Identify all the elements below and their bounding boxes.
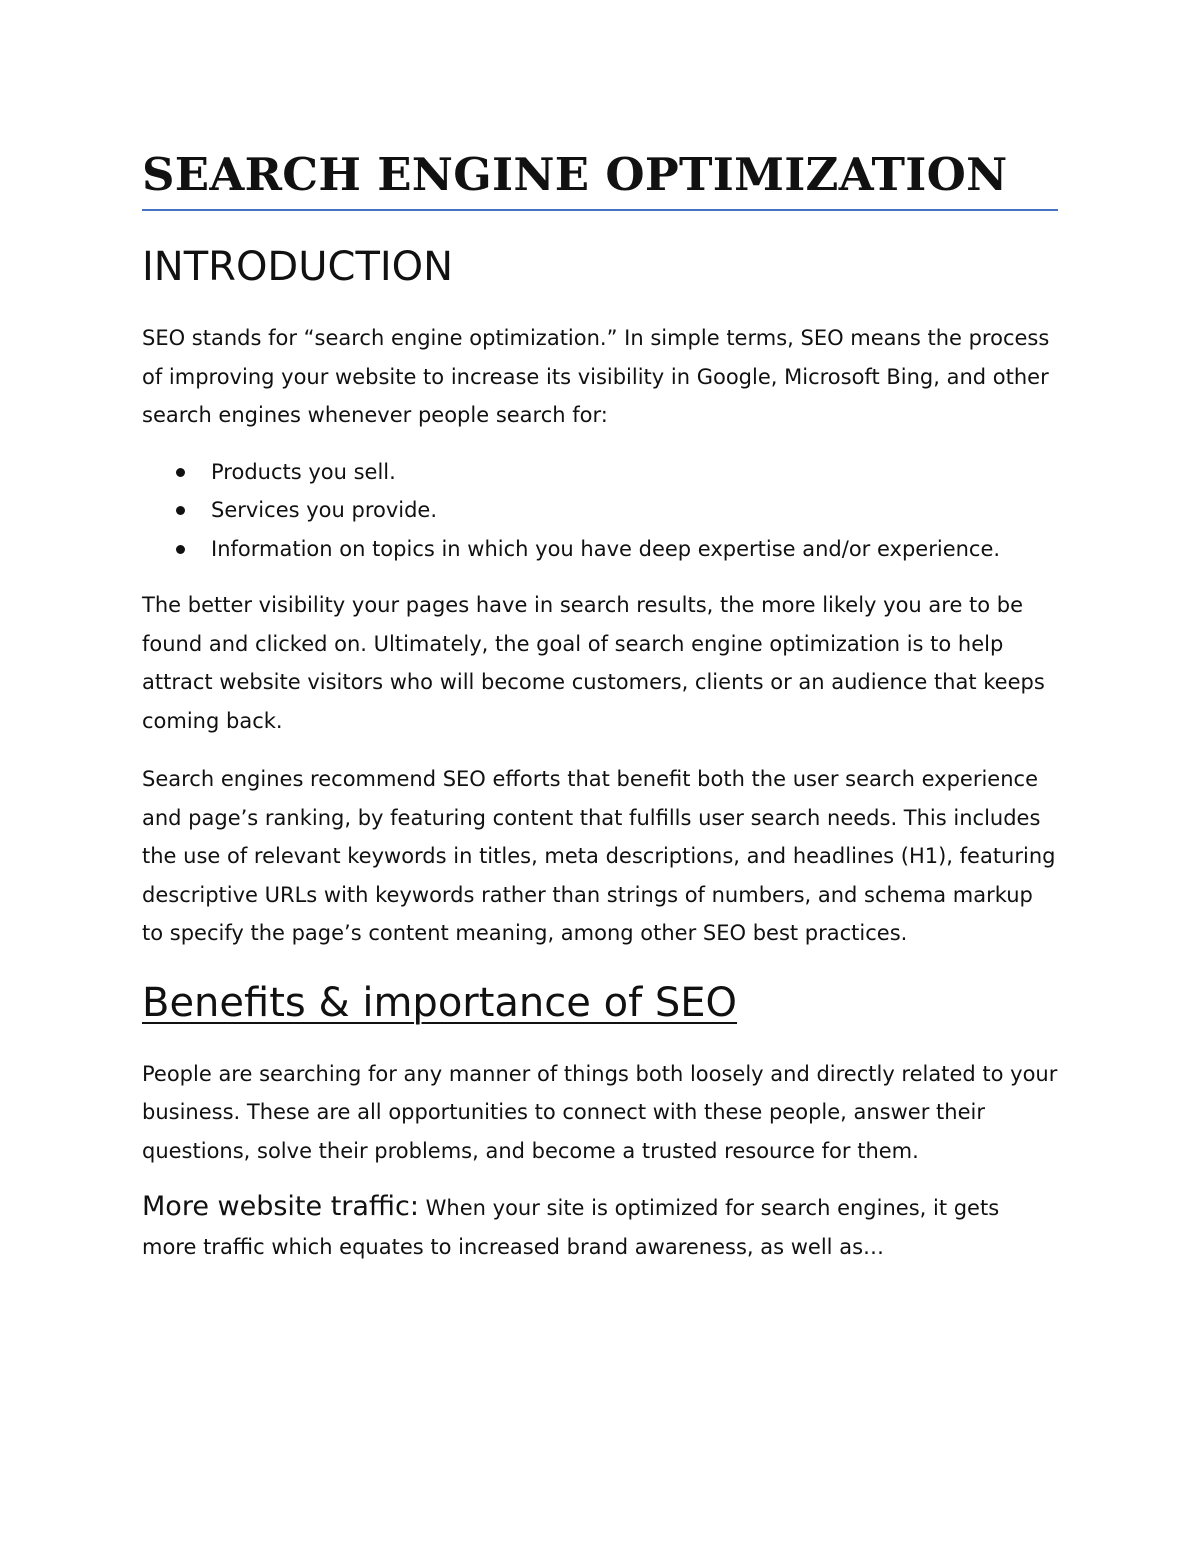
- document-title: SEARCH ENGINE OPTIMIZATION: [142, 148, 1008, 201]
- traffic-text: When your site is optimized for search engines, it gets more traffic which equates to increased brand awareness, as well as…: [142, 1196, 1000, 1259]
- list-item: [142, 453, 1058, 492]
- list-item: [142, 491, 1058, 530]
- list-item: [142, 530, 1058, 569]
- bullet-list: [142, 453, 1058, 569]
- title-underline-rule: [142, 209, 1058, 211]
- intro-paragraph: SEO stands for “search engine optimization.” In simple terms, SEO means the process of improving your website to increase its visibility in Google, Microsoft Bing, and other search engines whenever people search for:: [142, 326, 1050, 427]
- recommend-paragraph: Search engines recommend SEO efforts that benefit both the user search experience and page’s ranking, by featuring content that fulfills user search needs. This includes the use of relevant keywords in titles, meta descriptions, and headlines (H1), featuring descriptive URLs with keywords rather than strings of numbers, and schema markup to specify the page’s content meaning, among other SEO best practices.: [142, 767, 1056, 945]
- visibility-paragraph: The better visibility your pages have in search results, the more likely you are to be found and clicked on. Ultimately, the goal of search engine optimization is to help attract website visitors who will become customers, clients or an audience that keeps coming back.: [142, 593, 1045, 733]
- bullet-icon: [176, 506, 185, 515]
- benefits-heading: Benefits & importance of SEO: [142, 979, 738, 1026]
- traffic-paragraph: [142, 1188, 1058, 1266]
- list-item-text: Products you sell.: [211, 459, 396, 484]
- list-item-text: Services you provide.: [211, 498, 438, 522]
- people-paragraph: People are searching for any manner of things both loosely and directly related to your business. These are all opportunities to connect with these people, answer their questions, solve their problems, and become a trusted resource for them.: [142, 1061, 1058, 1163]
- introduction-heading: INTRODUCTION: [142, 244, 454, 290]
- bullet-icon: [176, 468, 185, 477]
- traffic-heading: More website traffic:: [142, 1191, 419, 1222]
- list-item-text: Information on topics in which you have deep expertise and/or experience.: [211, 536, 1001, 561]
- document-page: [142, 140, 1058, 1266]
- bullet-icon: [176, 545, 185, 554]
